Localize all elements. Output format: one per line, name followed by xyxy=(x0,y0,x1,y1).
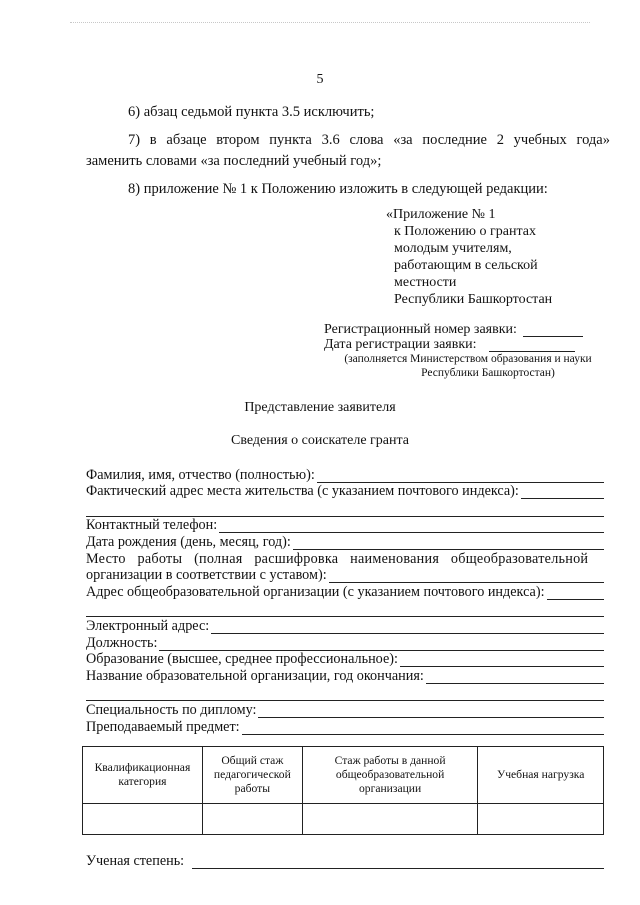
institution-row xyxy=(86,667,604,684)
item-7-line1: 7) в абзаце втором пункта 3.6 слова «за последние 2 учебных года» xyxy=(128,132,610,148)
registration-note-line: Республики Башкортостан) xyxy=(421,367,555,379)
qualification-table xyxy=(82,746,604,835)
appendix-line: работающим в сельской xyxy=(394,258,538,273)
degree-field[interactable] xyxy=(192,856,604,869)
org-address-field-continued[interactable] xyxy=(86,600,604,618)
page-number: 5 xyxy=(316,72,324,87)
org-address-field[interactable] xyxy=(547,587,604,600)
address-row xyxy=(86,483,604,500)
phone-row xyxy=(86,517,604,534)
birth-date-row xyxy=(86,533,604,550)
registration-number-label: Регистрационный номер заявки: xyxy=(324,322,517,337)
specialty-row xyxy=(86,701,604,718)
subject-row xyxy=(86,718,604,735)
email-row xyxy=(86,617,604,634)
birth-date-field[interactable] xyxy=(293,537,604,550)
full-name-label: Фамилия, имя, отчество (полностью): xyxy=(86,466,315,483)
appendix-header xyxy=(386,206,606,308)
address-field-continued[interactable] xyxy=(86,499,604,517)
institution-label: Название образовательной организации, год окончания: xyxy=(86,667,424,684)
org-address-row xyxy=(86,583,604,600)
full-name-field[interactable] xyxy=(317,470,604,483)
institution-field-continued[interactable] xyxy=(86,684,604,702)
scan-artifact-dots xyxy=(70,22,590,25)
item-6: 6) абзац седьмой пункта 3.5 исключить; xyxy=(128,104,375,120)
column-header-total-experience: Общий стаж педагогической работы xyxy=(202,747,302,804)
column-header-org-experience: Стаж работы в данной общеобразовательной организации xyxy=(302,747,478,804)
column-header-category: Квалификационная категория xyxy=(83,747,203,804)
birth-date-label: Дата рождения (день, месяц, год): xyxy=(86,533,291,550)
appendix-line: Республики Башкортостан xyxy=(394,292,553,307)
degree-label: Ученая степень: xyxy=(86,852,185,869)
category-cell[interactable] xyxy=(83,804,203,835)
registration-number-row xyxy=(318,322,618,337)
table-header-row xyxy=(83,747,604,804)
phone-label: Контактный телефон: xyxy=(86,517,218,534)
subject-field[interactable] xyxy=(242,722,604,735)
registration-date-label: Дата регистрации заявки: xyxy=(324,337,477,352)
institution-field[interactable] xyxy=(426,671,604,684)
full-name-row xyxy=(86,466,604,483)
specialty-field[interactable] xyxy=(258,705,604,718)
registration-number-field[interactable] xyxy=(523,324,583,337)
appendix-line: молодым учителям, xyxy=(394,241,512,256)
registration-note-line: (заполняется Министерством образования и науки xyxy=(344,353,592,365)
item-8: 8) приложение № 1 к Положению изложить в следующей редакции: xyxy=(128,181,548,197)
degree-block xyxy=(86,852,604,869)
workload-cell[interactable] xyxy=(478,804,604,835)
org-experience-cell[interactable] xyxy=(302,804,478,835)
registration-note xyxy=(318,352,618,380)
registration-date-row xyxy=(318,337,618,352)
specialty-label: Специальность по диплому: xyxy=(86,701,257,718)
workplace-row xyxy=(86,550,604,567)
address-field[interactable] xyxy=(521,486,604,499)
email-field[interactable] xyxy=(211,621,604,634)
education-row xyxy=(86,651,604,668)
registration-date-field[interactable] xyxy=(489,339,575,352)
degree-row xyxy=(86,852,604,869)
org-address-label: Адрес общеобразовательной организации (с указанием почтового индекса): xyxy=(86,583,545,600)
workplace-label: Место работы (полная расшифровка наименования общеобразовательной xyxy=(86,550,589,567)
applicant-form xyxy=(86,466,604,735)
address-label: Фактический адрес места жительства (с указанием почтового индекса): xyxy=(86,483,519,500)
position-row xyxy=(86,634,604,651)
workplace-field[interactable] xyxy=(329,570,604,583)
registration-block xyxy=(318,322,618,380)
sub-title: Сведения о соискателе гранта xyxy=(230,433,409,448)
position-field[interactable] xyxy=(159,638,604,651)
appendix-line: к Положению о грантах xyxy=(394,224,536,239)
workplace-row-continued xyxy=(86,567,604,584)
main-title: Представление заявителя xyxy=(244,400,396,415)
column-header-workload: Учебная нагрузка xyxy=(478,747,604,804)
education-field[interactable] xyxy=(400,654,604,667)
email-label: Электронный адрес: xyxy=(86,617,210,634)
subject-label: Преподаваемый предмет: xyxy=(86,718,240,735)
total-experience-cell[interactable] xyxy=(202,804,302,835)
appendix-line: местности xyxy=(394,275,457,290)
education-label: Образование (высшее, среднее профессиональное): xyxy=(86,651,398,668)
table-row xyxy=(83,804,604,835)
phone-field[interactable] xyxy=(219,520,604,533)
appendix-line: «Приложение № 1 xyxy=(386,207,496,222)
position-label: Должность: xyxy=(86,634,158,651)
item-7-line2: заменить словами «за последний учебный год»; xyxy=(86,153,382,169)
workplace-label-continued: организации в соответствии с уставом): xyxy=(86,567,327,584)
